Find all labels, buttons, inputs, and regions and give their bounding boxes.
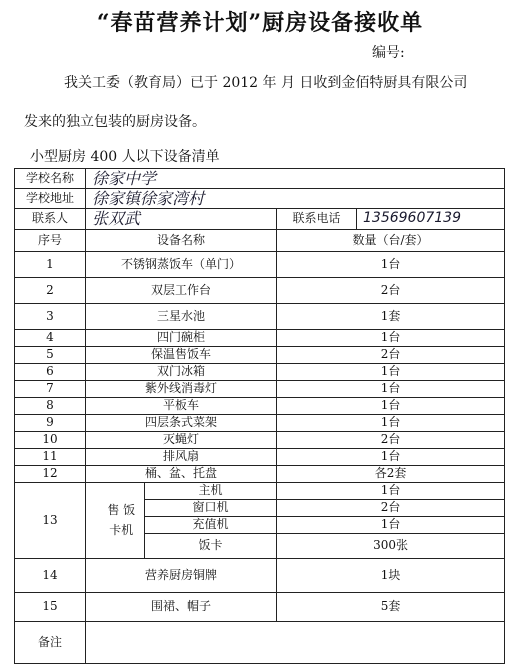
row-number: 3 — [15, 304, 86, 330]
row-number: 11 — [15, 449, 86, 466]
equipment-quantity: 1台 — [277, 449, 505, 466]
row-number: 5 — [15, 347, 86, 364]
row-number: 2 — [15, 278, 86, 304]
receipt-statement-line-2: 发来的独立包装的厨房设备。 — [24, 114, 206, 130]
equipment-name: 双层工作台 — [86, 278, 277, 304]
equipment-name: 营养厨房铜牌 — [86, 559, 277, 593]
table-row — [15, 381, 505, 398]
equipment-name: 平板车 — [86, 398, 277, 415]
equipment-quantity: 2台 — [277, 347, 505, 364]
equipment-name: 灭蝇灯 — [86, 432, 277, 449]
equipment-name: 保温售饭车 — [86, 347, 277, 364]
document-title: “春苗营养计划”厨房设备接收单 — [96, 10, 424, 36]
equipment-quantity: 1台 — [277, 517, 505, 534]
column-header-name: 设备名称 — [86, 230, 277, 252]
table-row — [15, 398, 505, 415]
row-number: 15 — [15, 593, 86, 622]
phone-label: 联系电话 — [277, 209, 357, 230]
equipment-name: 四门碗柜 — [86, 330, 277, 347]
remarks-label: 备注 — [15, 622, 86, 664]
row-number: 10 — [15, 432, 86, 449]
card-machine-group-label — [99, 483, 145, 559]
school-name-value: 徐家中学 — [86, 169, 505, 189]
row-number: 9 — [15, 415, 86, 432]
equipment-name: 双门冰箱 — [86, 364, 277, 381]
equipment-quantity: 1台 — [277, 330, 505, 347]
school-name-label: 学校名称 — [15, 169, 86, 189]
equipment-quantity: 2台 — [277, 500, 505, 517]
table-row — [15, 432, 505, 449]
equipment-quantity: 1台 — [277, 415, 505, 432]
row-number: 7 — [15, 381, 86, 398]
equipment-quantity: 1台 — [277, 398, 505, 415]
equipment-name: 排风扇 — [86, 449, 277, 466]
table-row — [15, 415, 505, 432]
card-machine-label-line-1: 售 饭 — [107, 503, 136, 518]
card-machine-label-line-2: 卡机 — [109, 522, 134, 537]
table-row — [15, 364, 505, 381]
equipment-quantity: 1台 — [277, 381, 505, 398]
equipment-name: 饭卡 — [145, 534, 277, 559]
table-row — [15, 347, 505, 364]
equipment-quantity: 2台 — [277, 278, 505, 304]
row-number: 8 — [15, 398, 86, 415]
school-address-value: 徐家镇徐家湾村 — [86, 189, 505, 209]
serial-number-label: 编号: — [372, 45, 405, 61]
equipment-name: 四层条式菜架 — [86, 415, 277, 432]
table-row — [15, 593, 505, 622]
equipment-quantity: 300张 — [277, 534, 505, 559]
equipment-name: 桶、盆、托盘 — [86, 466, 277, 483]
table-row — [15, 559, 505, 593]
equipment-table — [14, 168, 505, 664]
equipment-name: 紫外线消毒灯 — [86, 381, 277, 398]
row-number: 14 — [15, 559, 86, 593]
equipment-name: 围裙、帽子 — [86, 593, 277, 622]
card-machine-row-main — [15, 483, 505, 500]
contact-label: 联系人 — [15, 209, 86, 230]
equipment-name: 主机 — [145, 483, 277, 500]
equipment-name: 窗口机 — [145, 500, 277, 517]
equipment-name: 充值机 — [145, 517, 277, 534]
column-header-no: 序号 — [15, 230, 86, 252]
table-header-row — [15, 230, 505, 252]
equipment-quantity: 1块 — [277, 559, 505, 593]
table-row — [15, 278, 505, 304]
equipment-quantity: 1套 — [277, 304, 505, 330]
equipment-quantity: 1台 — [277, 364, 505, 381]
card-machine-spacer — [86, 483, 99, 559]
row-number: 6 — [15, 364, 86, 381]
equipment-quantity: 1台 — [277, 252, 505, 278]
equipment-quantity: 1台 — [277, 483, 505, 500]
table-row — [15, 449, 505, 466]
table-row — [15, 330, 505, 347]
row-number: 12 — [15, 466, 86, 483]
row-number: 4 — [15, 330, 86, 347]
equipment-name: 三星水池 — [86, 304, 277, 330]
equipment-list-subtitle: 小型厨房 400 人以下设备清单 — [30, 149, 220, 165]
table-row — [15, 466, 505, 483]
contact-value: 张双武 — [86, 209, 277, 230]
equipment-name: 不锈钢蒸饭车（单门） — [86, 252, 277, 278]
table-row — [15, 304, 505, 330]
equipment-quantity: 2台 — [277, 432, 505, 449]
table-row — [15, 252, 505, 278]
receipt-statement-line-1: 我关工委（教育局）已于 2012 年 月 日收到金佰特厨具有限公司 — [64, 75, 468, 91]
row-number: 13 — [15, 483, 86, 559]
equipment-quantity: 5套 — [277, 593, 505, 622]
equipment-quantity: 各2套 — [277, 466, 505, 483]
school-address-row — [15, 189, 505, 209]
school-name-row — [15, 169, 505, 189]
contact-row — [15, 209, 505, 230]
column-header-quantity: 数量（台/套） — [277, 230, 505, 252]
row-number: 1 — [15, 252, 86, 278]
phone-value: 13569607139 — [357, 209, 505, 230]
school-address-label: 学校地址 — [15, 189, 86, 209]
